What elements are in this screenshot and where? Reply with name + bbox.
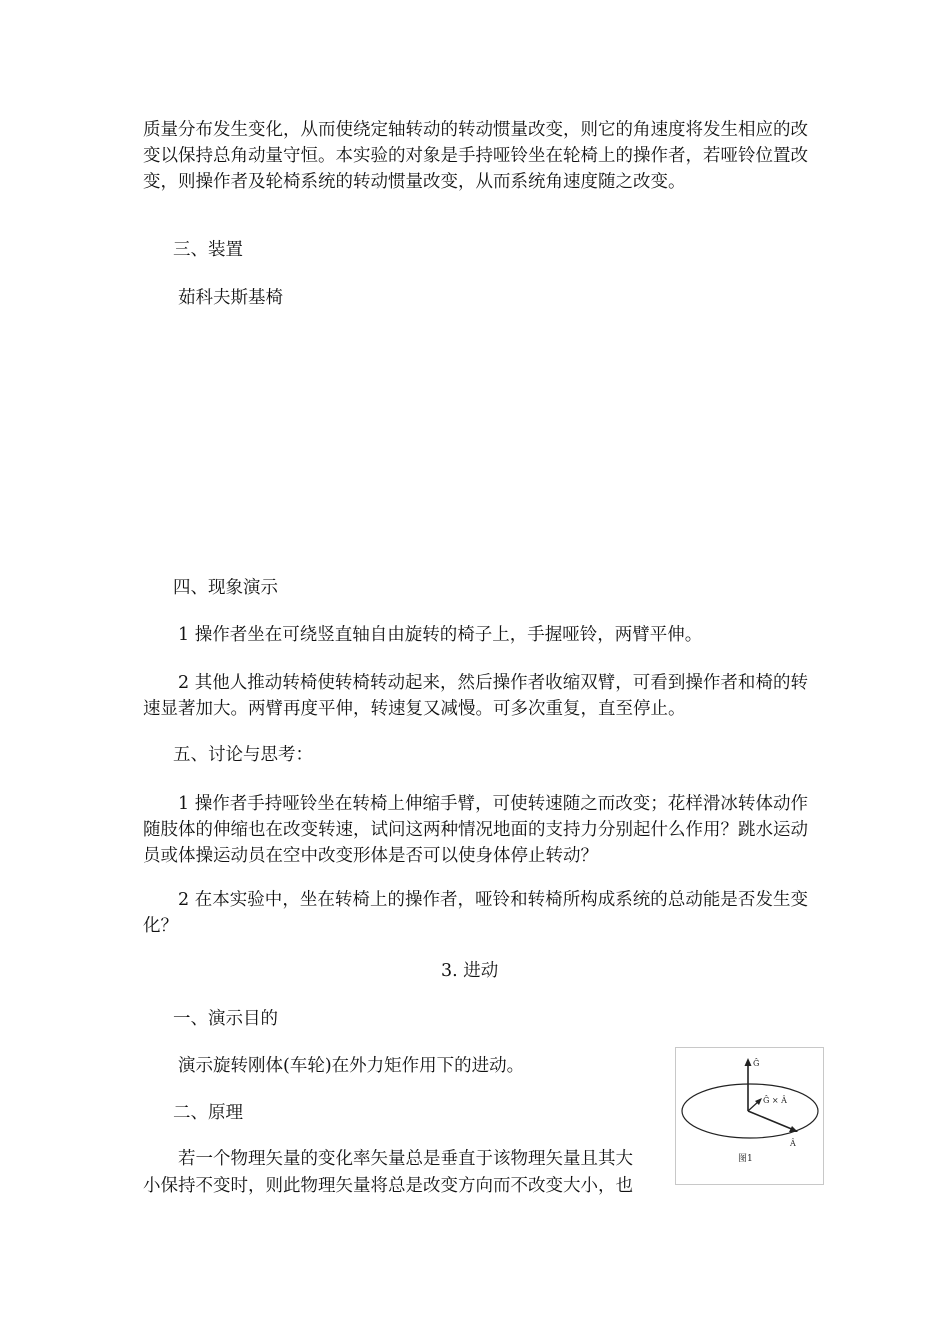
discussion-item-2: 2 在本实验中，坐在转椅上的操作者，哑铃和转椅所构成系统的总动能是否发生变化？ (143, 890, 808, 936)
section-heading-apparatus: 三、装置 (173, 240, 243, 260)
apparatus-name: 茹科夫斯基椅 (178, 288, 283, 308)
chapter-title: 3. 进动 (441, 961, 499, 981)
label-cross-product: Ĝ × Â (763, 1096, 787, 1105)
section-heading-principle: 二、原理 (173, 1103, 243, 1123)
vector-g-arrowhead (745, 1058, 752, 1066)
purpose-text: 演示旋转刚体(车轮)在外力矩作用下的进动。 (178, 1056, 525, 1076)
principle-line-1: 若一个物理矢量的变化率矢量总是垂直于该物理矢量且其大 (178, 1149, 633, 1169)
section-heading-demo: 四、现象演示 (173, 578, 278, 598)
precession-figure (675, 1047, 824, 1185)
demo-item-1: 1 操作者坐在可绕竖直轴自由旋转的椅子上，手握哑铃，两臂平伸。 (178, 625, 703, 645)
demo-item-2: 2 其他人推动转椅使转椅转动起来，然后操作者收缩双臂，可看到操作者和椅的转速显著加大。两臂再度平伸，转速复又减慢。可多次重复，直至停止。 (143, 673, 808, 719)
vector-a-arrow (748, 1111, 794, 1130)
principle-paragraph (143, 1146, 675, 1200)
label-g: Ĝ (753, 1059, 760, 1068)
discussion-item-1: 1 操作者手持哑铃坐在转椅上伸缩手臂，可使转速随之而改变；花样滑冰转体动作随肢体的伸缩也在改变转速，试问这两种情况地面的支持力分别起什么作用？跳水运动员或体操运动员在空中改变形体是否可以使身体停止转动？ (143, 794, 808, 866)
figure-caption: 图1 (738, 1154, 753, 1164)
precession-diagram (676, 1048, 823, 1184)
intro-paragraph: 质量分布发生变化，从而使绕定轴转动的转动惯量改变，则它的角速度将发生相应的改变以保持总角动量守恒。本实验的对象是手持哑铃坐在轮椅上的操作者，若哑铃位置改变，则操作者及轮椅系统的转动惯量改变，从而系统角速度随之改变。 (143, 120, 808, 192)
section-heading-purpose: 一、演示目的 (173, 1009, 278, 1029)
principle-line-2: 小保持不变时，则此物理矢量将总是改变方向而不改变大小，也 (143, 1176, 633, 1196)
section-heading-discussion: 五、讨论与思考： (173, 745, 313, 765)
label-a: Â (790, 1139, 796, 1148)
